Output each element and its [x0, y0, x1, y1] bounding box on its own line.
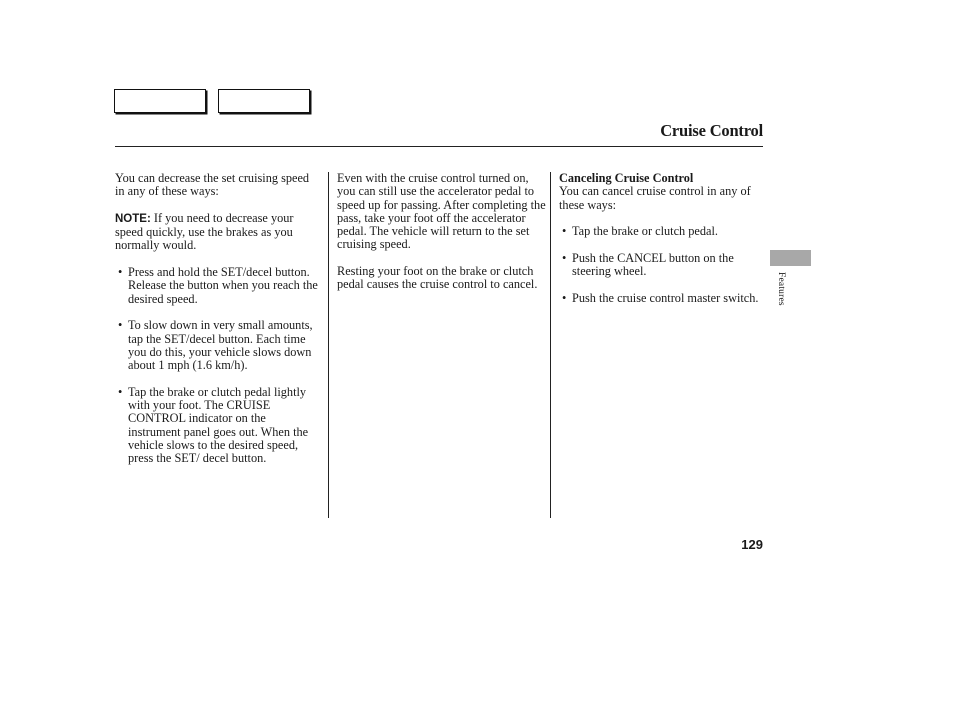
column-3: [559, 172, 764, 318]
list-item-text: Push the cruise control master switch.: [572, 290, 759, 305]
cancel-section: [559, 172, 764, 212]
column-divider: [328, 172, 329, 518]
bullet-icon: •: [118, 265, 123, 280]
list-item-text: To slow down in very small amounts, tap the SET/decel button. Each time you do this, your vehicle slows down about 1 mph (1.6 km/h).: [128, 318, 313, 373]
nav-button-next[interactable]: [218, 89, 310, 113]
paragraph: Even with the cruise control turned on, you can still use the accelerator pedal to speed up for passing. After completing the pass, take your foot off the accelerator pedal. The vehicle will return to the set cruising speed.: [337, 171, 546, 252]
bullet-icon: •: [118, 318, 123, 333]
intro-text: You can decrease the set cruising speed in any of these ways:: [115, 171, 310, 199]
note-label: NOTE:: [115, 212, 151, 225]
list-item-text: Tap the brake or clutch pedal lightly with your foot. The CRUISE CONTROL indicator on the instrument panel goes out. When the vehicle slows to the desired speed, press the SET/ decel button.: [128, 384, 309, 466]
section-tab: [770, 250, 811, 266]
list-item-text: Push the CANCEL button on the steering wheel.: [572, 250, 734, 279]
nav-button-previous[interactable]: [114, 89, 206, 113]
list-item: [559, 225, 764, 238]
list-item: [115, 266, 320, 306]
column-divider: [550, 172, 551, 518]
bullet-icon: •: [562, 224, 567, 239]
list-item: [115, 386, 320, 466]
column-2: [337, 172, 547, 305]
title-divider: [115, 146, 763, 147]
bullet-icon: •: [562, 250, 567, 265]
list-item: [559, 252, 764, 279]
section-heading: Canceling Cruise Control: [559, 171, 694, 185]
intro-text: You can cancel cruise control in any of these ways:: [559, 184, 751, 212]
page-number: 129: [741, 537, 763, 552]
section-label: Features: [776, 272, 786, 306]
list-item-text: Press and hold the SET/decel button. Release the button when you reach the desired speed.: [128, 265, 318, 306]
page-title: Cruise Control: [660, 121, 763, 140]
bullet-icon: •: [118, 384, 123, 399]
bullet-icon: •: [562, 290, 567, 305]
list-item: [559, 292, 764, 305]
paragraph: Resting your foot on the brake or clutch pedal causes the cruise control to cancel.: [337, 264, 538, 292]
list-item-text: Tap the brake or clutch pedal.: [572, 224, 718, 239]
note-paragraph: [115, 212, 320, 253]
note-text: If you need to decrease your speed quickly, use the brakes as you normally would.: [115, 210, 294, 253]
column-1: [115, 172, 320, 479]
list-item: [115, 319, 320, 372]
